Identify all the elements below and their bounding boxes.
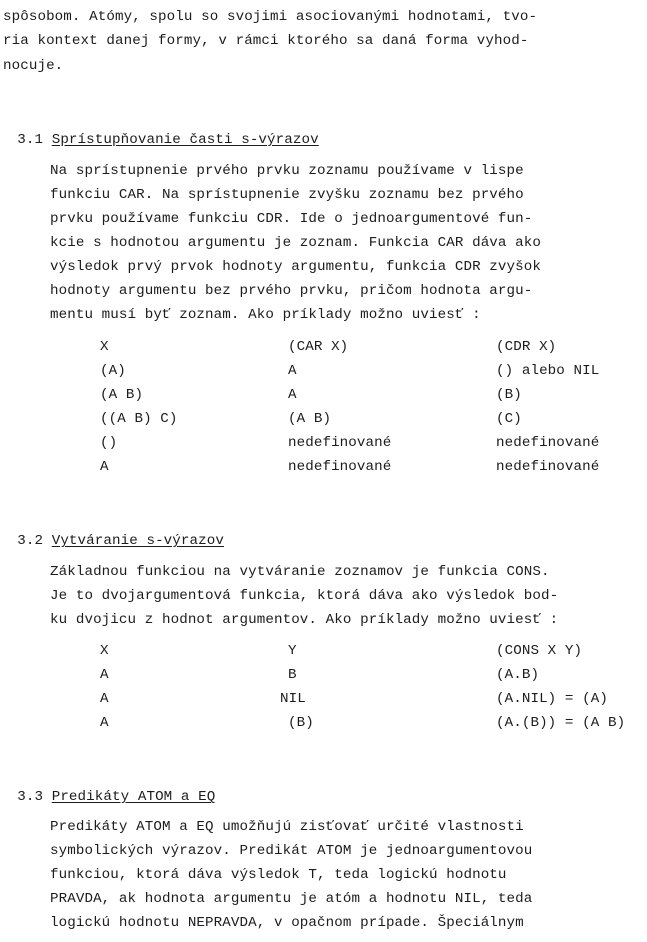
table-cell: nedefinované — [496, 459, 600, 475]
table-header-cell: X — [100, 339, 109, 355]
text-line: spôsobom. Atómy, spolu so svojimi asociovanými hodnotami, tvo- — [3, 9, 538, 25]
table-header-cell: (CAR X) — [288, 339, 349, 355]
table-cell: nedefinované — [288, 459, 392, 475]
text-line: kcie s hodnotou argumentu je zoznam. Funkcia CAR dáva ako — [50, 235, 541, 251]
table-cell: A — [288, 363, 297, 379]
table-cell: A — [100, 691, 109, 707]
section-heading — [0, 514, 224, 550]
text-line: prvku používame funkciu CDR. Ide o jednoargumentové fun- — [50, 211, 533, 227]
text-line: funkciu CAR. Na sprístupnenie zvyšku zoznamu bez prvého — [50, 187, 524, 203]
table-cell: (A) — [100, 363, 126, 379]
table-cell: nedefinované — [288, 435, 392, 451]
text-line: PRAVDA, ak hodnota argumentu je atóm a hodnotu NIL, teda — [50, 891, 533, 907]
section-title: Vytváranie s-výrazov — [51, 533, 224, 549]
section-title: Sprístupňovanie časti s-výrazov — [51, 132, 319, 148]
text-line: hodnoty argumentu bez prvého prvku, pričom hodnota argu- — [50, 283, 533, 299]
table-header-cell: Y — [288, 643, 297, 659]
table-cell: A — [100, 715, 109, 731]
section-number: 3.2 — [17, 533, 44, 549]
section-number: 3.3 — [17, 789, 44, 805]
table-cell: (A B) — [288, 411, 332, 427]
table-cell: (A.B) — [496, 667, 540, 683]
table-cell: B — [288, 667, 297, 683]
text-line: symbolických výrazov. Predikát ATOM je jednoargumentovou — [50, 843, 533, 859]
table-cell: nedefinované — [496, 435, 600, 451]
text-line: Je to dvojargumentová funkcia, ktorá dáva ako výsledok bod- — [50, 588, 559, 604]
table-cell: (A B) — [100, 387, 144, 403]
text-line: výsledok prvý prvok hodnoty argumentu, funkcia CDR zvyšok — [50, 259, 541, 275]
table-cell: (C) — [496, 411, 522, 427]
table-cell: NIL — [280, 691, 306, 707]
table-cell: (A.(B)) = (A B) — [496, 715, 626, 731]
text-line: logickú hodnotu NEPRAVDA, v opačnom prípade. Špeciálnym — [50, 915, 524, 931]
table-header-cell: (CONS X Y) — [496, 643, 583, 659]
table-cell: A — [100, 667, 109, 683]
text-line: nocuje. — [3, 58, 64, 74]
text-line: ria kontext danej formy, v rámci ktorého sa daná forma vyhod- — [3, 33, 529, 49]
text-line: funkciou, ktorá dáva výsledok T, teda logickú hodnotu — [50, 867, 507, 883]
section-number: 3.1 — [17, 132, 44, 148]
table-cell: A — [288, 387, 297, 403]
text-line: Základnou funkciou na vytváranie zoznamov je funkcia CONS. — [50, 564, 550, 580]
text-line: ku dvojicu z hodnot argumentov. Ako príklady možno uviesť : — [50, 612, 559, 628]
table-cell: () alebo NIL — [496, 363, 600, 379]
table-cell: () — [100, 435, 118, 451]
section-title: Predikáty ATOM a EQ — [51, 789, 216, 805]
table-cell: (A.NIL) = (A) — [496, 691, 608, 707]
table-cell: (B) — [288, 715, 314, 731]
text-line: Na sprístupnenie prvého prvku zoznamu používame v lispe — [50, 163, 524, 179]
table-header-cell: (CDR X) — [496, 339, 557, 355]
table-header-cell: X — [100, 643, 109, 659]
table-cell: ((A B) C) — [100, 411, 178, 427]
text-line: mentu musí byť zoznam. Ako príklady možno uviesť : — [50, 307, 481, 323]
section-heading — [0, 113, 319, 149]
text-line: Predikáty ATOM a EQ umožňujú zisťovať určité vlastnosti — [50, 819, 524, 835]
table-cell: (B) — [496, 387, 522, 403]
table-cell: A — [100, 459, 109, 475]
section-heading — [0, 770, 215, 806]
